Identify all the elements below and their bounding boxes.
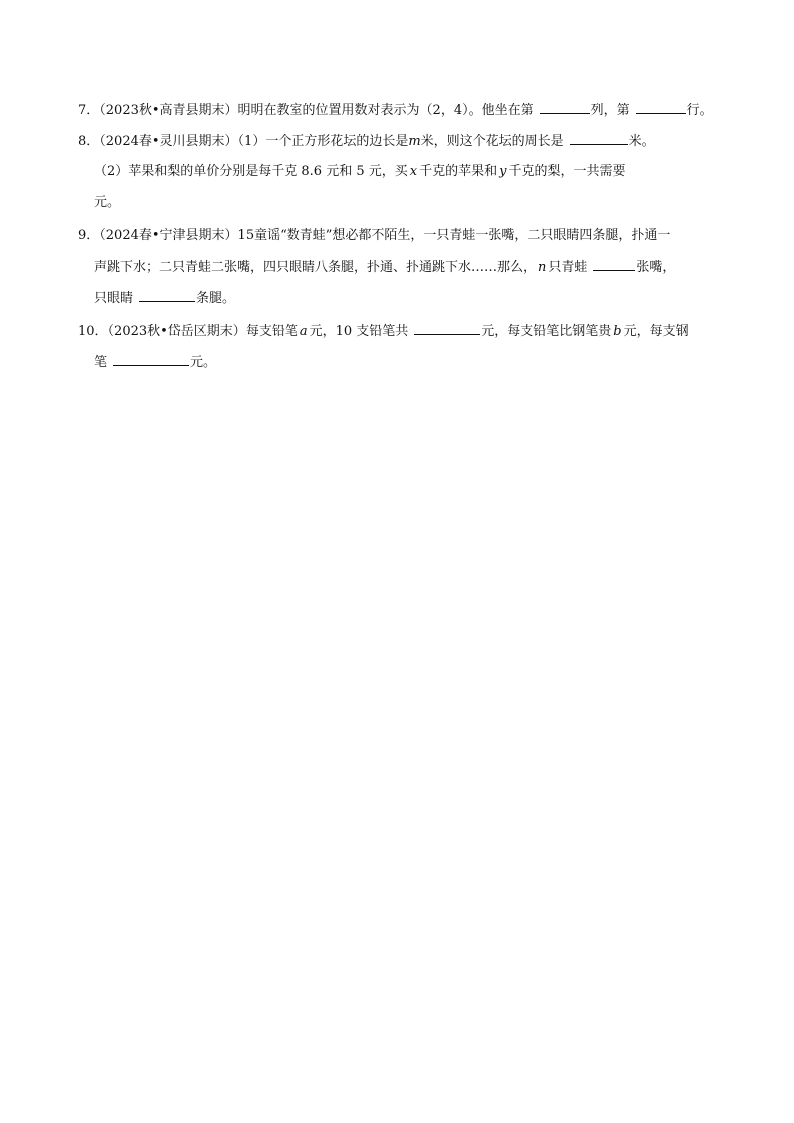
question-8-part-2 xyxy=(94,161,744,183)
variable-a: a xyxy=(299,324,308,339)
question-text: 声跳下水；二只青蛙二张嘴，四只眼睛八条腿，扑通、扑通跳下水……那么， xyxy=(94,260,537,275)
question-text: 元，每支铅笔比钢笔贵 xyxy=(481,324,612,339)
question-number: 9． xyxy=(78,228,100,243)
question-source: （2023秋•岱岳区期末） xyxy=(107,324,246,339)
answer-blank[interactable] xyxy=(139,287,195,302)
variable-m: m xyxy=(408,134,421,149)
question-text: 条腿。 xyxy=(196,291,236,306)
question-text: （1）一个正方形花坛的边长是 xyxy=(237,134,409,149)
question-text: 元，10 支铅笔共 xyxy=(309,324,409,339)
question-text: 行。 xyxy=(686,103,713,118)
question-8-part-2-end xyxy=(94,192,744,214)
question-10-line-2 xyxy=(94,351,744,373)
question-text: 张嘴， xyxy=(636,260,676,275)
question-text: 千克的苹果和 xyxy=(419,164,498,179)
question-source: （2023秋•高青县期末） xyxy=(99,103,238,118)
question-text: 每支铅笔 xyxy=(245,324,298,339)
question-text: 只青蛙 xyxy=(548,260,588,275)
question-text: 列，第 xyxy=(590,103,630,118)
question-number: 7． xyxy=(78,103,100,118)
question-9-line-3 xyxy=(94,287,744,309)
question-10 xyxy=(78,320,728,342)
question-text: 元。 xyxy=(94,195,121,210)
question-text: 元。 xyxy=(190,355,217,370)
answer-blank[interactable] xyxy=(414,320,480,335)
question-source: （2024春•灵川县期末） xyxy=(99,134,238,149)
variable-x: x xyxy=(409,164,418,179)
question-text: （2）苹果和梨的单价分别是每千克 8.6 元和 5 元，买 xyxy=(94,164,408,179)
question-text: 笔 xyxy=(94,355,108,370)
answer-blank[interactable] xyxy=(540,99,590,114)
answer-blank[interactable] xyxy=(570,130,628,145)
question-7 xyxy=(78,99,728,121)
variable-b: b xyxy=(613,324,622,339)
question-text: 千克的梨，一共需要 xyxy=(508,164,626,179)
question-text: 只眼睛 xyxy=(94,291,134,306)
question-text: 明明在教室的位置用数对表示为（2，4）。他坐在第 xyxy=(237,103,534,118)
question-text: 米，则这个花坛的周长是 xyxy=(420,134,564,149)
question-number: 10． xyxy=(78,324,108,339)
answer-blank[interactable] xyxy=(636,99,686,114)
answer-blank[interactable] xyxy=(113,351,189,366)
answer-blank[interactable] xyxy=(593,256,635,271)
question-number: 8． xyxy=(78,134,100,149)
variable-y: y xyxy=(499,164,507,179)
variable-n: n xyxy=(538,260,547,275)
question-9-line-2 xyxy=(94,256,744,278)
question-text: 元，每支钢 xyxy=(623,324,689,339)
question-text: 15童谣“数青蛙”想必都不陌生，一只青蛙一张嘴，二只眼睛四条腿，扑通一 xyxy=(237,228,671,243)
question-source: （2024春•宁津县期末） xyxy=(99,228,238,243)
question-text: 米。 xyxy=(628,134,655,149)
question-9 xyxy=(78,225,728,247)
question-8 xyxy=(78,130,728,152)
